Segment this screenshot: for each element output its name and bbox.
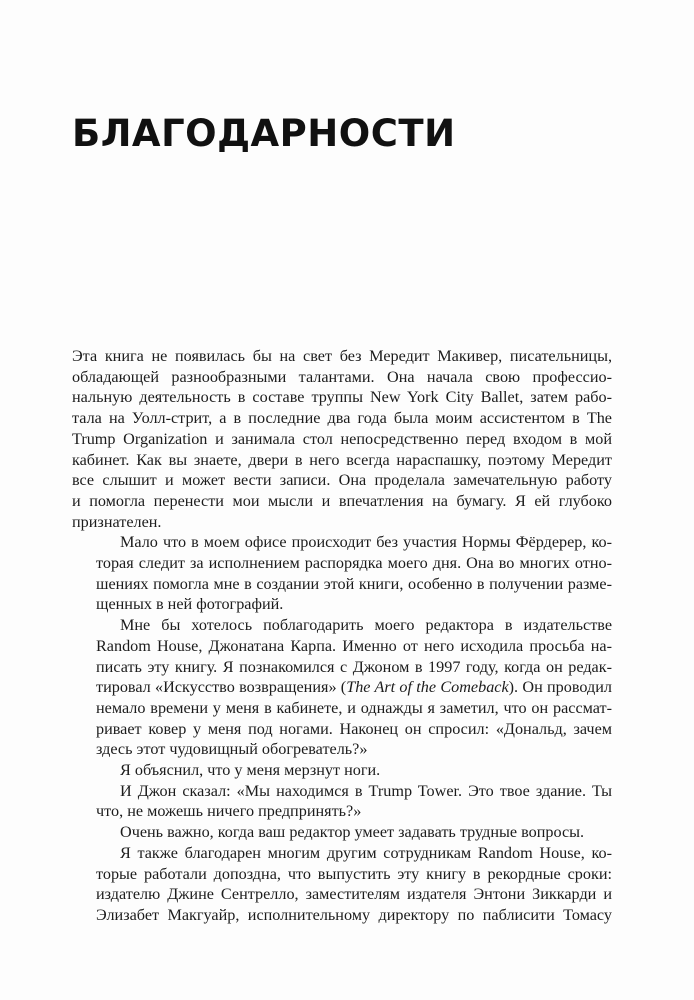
text-segment: тировал «Искусство возвращения» (: [96, 678, 347, 697]
text-line: писать эту книгу. Я познакомился с Джоном в 1997 году, когда он редак-: [96, 657, 612, 676]
text-line: ривает ковер у меня под ногами. Наконец он спросил: «Дональд, зачем: [96, 719, 612, 738]
paragraph-6: [72, 822, 612, 843]
text-line: торые работали допоздна, что выпустить эту книгу в рекордные сроки:: [96, 864, 612, 883]
text-line: все слышит и может вести записи. Она проделала замечательную работу: [72, 471, 612, 490]
text-line: Я также благодарен многим другим сотрудникам Random House, ко-: [120, 843, 612, 862]
text-line: шениях помогла мне в создании этой книги, особенно в получении разме-: [96, 574, 612, 593]
chapter-heading: БЛАГОДАРНОСТИ: [72, 112, 456, 155]
text-line: Элизабет Макгуайр, исполнительному директору по паблисити Томасу: [96, 905, 612, 924]
paragraph-1: [72, 346, 612, 532]
text-line: что, не можешь ничего предпринять?»: [96, 802, 362, 821]
text-line: Trump Organization и занимала стол непосредственно перед входом в мой: [72, 429, 612, 448]
text-line: немало времени у меня в кабинете, и однажды я заметил, что он рассмат-: [96, 698, 612, 717]
paragraph-3: [72, 615, 612, 760]
paragraph-2: [72, 532, 612, 615]
text-line: издателю Джине Сентрелло, заместителям издателя Энтони Зиккарди и: [96, 885, 612, 904]
book-title-italic: The Art of the Comeback: [346, 678, 509, 697]
text-line: Random House, Джонатана Карпа. Именно от него исходила просьба на-: [96, 636, 612, 655]
text-line: Очень важно, когда ваш редактор умеет задавать трудные вопросы.: [120, 823, 585, 842]
text-segment: ). Он проводил: [508, 678, 612, 697]
body-text: [72, 346, 612, 926]
text-line: Эта книга не появилась бы на свет без Мередит Макивер, писательницы,: [72, 347, 612, 365]
text-line: здесь этот чудовищный обогреватель?»: [96, 740, 368, 759]
text-line: признателен.: [72, 512, 162, 531]
text-line: Мне бы хотелось поблагодарить моего редактора в издательстве: [120, 616, 612, 635]
text-line: кабинет. Как вы знаете, двери в него всегда нараспашку, поэтому Мередит: [72, 450, 612, 469]
text-line: Я объяснил, что у меня мерзнут ноги.: [120, 761, 381, 780]
text-line: [72, 677, 612, 698]
text-line: тала на Уолл-стрит, а в последние два года была моим ассистентом в The: [72, 409, 612, 428]
text-line: нальную деятельность в составе труппы New York City Ballet, затем рабо-: [72, 388, 612, 407]
text-line: И Джон сказал: «Мы находимся в Trump Tower. Это твое здание. Ты: [120, 781, 612, 800]
text-line: и помогла перенести мои мысли и впечатления на бумагу. Я ей глубоко: [72, 491, 612, 510]
paragraph-4: [72, 760, 612, 781]
paragraph-7: [72, 843, 612, 926]
paragraph-5: [72, 781, 612, 822]
text-line: торая следит за исполнением распорядка моего дня. Она во многих отно-: [96, 554, 612, 573]
text-line: обладающей разнообразными талантами. Она начала свою профессио-: [72, 367, 612, 386]
text-line: Мало что в моем офисе происходит без участия Нормы Фёрдерер, ко-: [120, 533, 612, 552]
text-line: щенных в ней фотографий.: [96, 595, 284, 614]
